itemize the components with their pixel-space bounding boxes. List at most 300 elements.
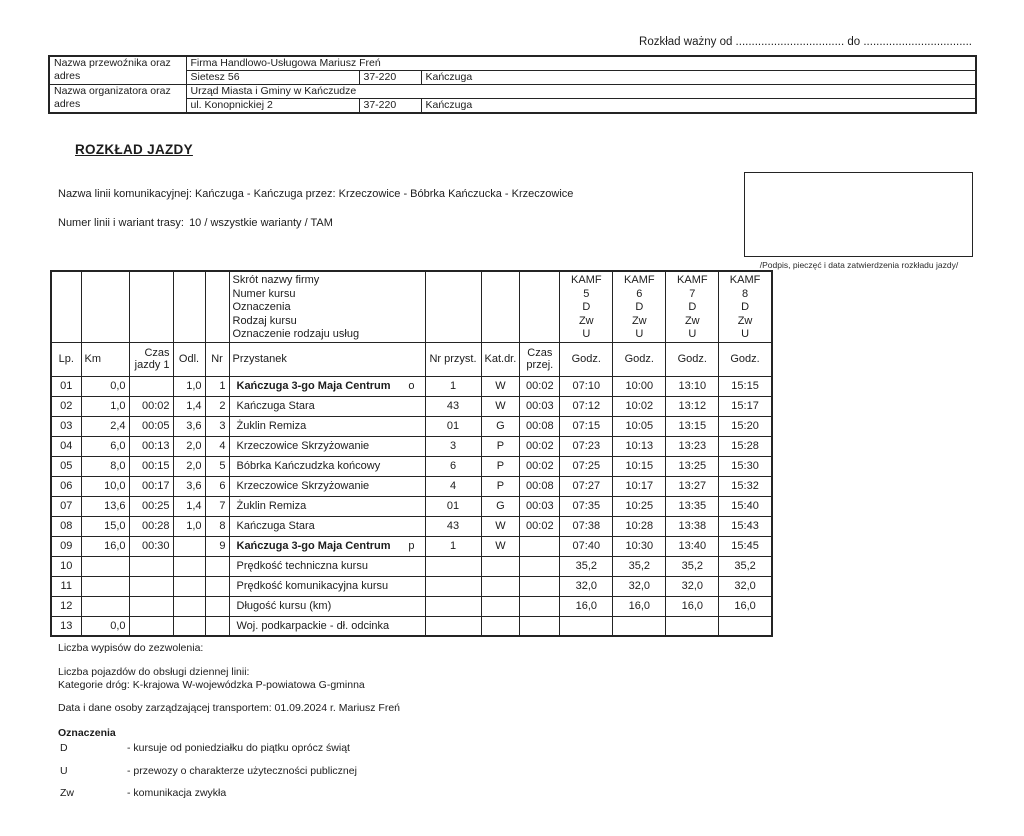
cell-nr: 7	[205, 496, 229, 516]
cell-czas-jazdy	[129, 596, 173, 616]
cell-lp: 05	[51, 456, 81, 476]
cell-odl: 1,0	[173, 376, 205, 396]
carrier-street: Sietesz 56	[186, 71, 359, 85]
stop-marker: o	[408, 380, 415, 392]
cell-odl: 3,6	[173, 416, 205, 436]
course-service: U	[688, 328, 697, 340]
cell-nr-przyst: 1	[425, 376, 481, 396]
header-spacer	[425, 271, 481, 342]
cell-odl: 1,4	[173, 496, 205, 516]
cell-nr: 3	[205, 416, 229, 436]
cell-czas-przej: 00:02	[520, 436, 560, 456]
page-title: ROZKŁAD JAZDY	[75, 142, 193, 157]
organizer-city: Kańczuga	[421, 99, 976, 114]
col-header-odl: Odl.	[173, 342, 205, 376]
cell-km: 0,0	[81, 376, 129, 396]
cell-lp: 09	[51, 536, 81, 556]
course-header-kamf-7	[666, 271, 719, 342]
col-header-godz-3: Godz.	[666, 342, 719, 376]
header-spacer	[173, 271, 205, 342]
course-number: 7	[689, 287, 696, 300]
organizer-label: Nazwa organizatora oraz adres	[49, 85, 186, 114]
cell-lp: 10	[51, 556, 81, 576]
course-markings: D	[688, 301, 697, 313]
cell-przystanek	[229, 456, 425, 476]
cell-godz: 07:10	[560, 376, 613, 396]
cell-nr-przyst: 43	[425, 396, 481, 416]
cell-lp: 07	[51, 496, 81, 516]
label-rodzaj-kursu: Rodzaj kursu	[232, 314, 297, 327]
organizer-name-row	[49, 85, 976, 99]
stop-name: Krzeczowice Skrzyżowanie	[236, 440, 370, 452]
course-header-row	[51, 271, 772, 342]
cell-czas-jazdy	[129, 576, 173, 596]
header-spacer	[205, 271, 229, 342]
stop-row	[233, 577, 422, 595]
cell-godz: 32,0	[613, 576, 666, 596]
timetable-row	[51, 516, 772, 536]
cell-czas-jazdy: 00:30	[129, 536, 173, 556]
stop-name: Kańczuga 3-go Maja Centrum	[236, 380, 391, 392]
course-service: U	[635, 328, 644, 340]
cell-odl	[173, 556, 205, 576]
cell-lp: 12	[51, 596, 81, 616]
cell-nr: 9	[205, 536, 229, 556]
cell-godz: 35,2	[666, 556, 719, 576]
stop-name: Prędkość komunikacyjna kursu	[236, 580, 389, 592]
cell-godz: 13:38	[666, 516, 719, 536]
course-kind: Zw	[684, 314, 700, 327]
header-spacer	[481, 271, 520, 342]
cell-nr-przyst: 3	[425, 436, 481, 456]
cell-czas-jazdy	[129, 556, 173, 576]
course-service: U	[582, 328, 591, 340]
stop-name: Kańczuga Stara	[236, 400, 315, 412]
carrier-postal: 37-220	[359, 71, 421, 85]
course-firm: KAMF	[571, 274, 602, 286]
cell-odl: 1,0	[173, 516, 205, 536]
cell-godz: 15:32	[719, 476, 772, 496]
cell-czas-jazdy: 00:17	[129, 476, 173, 496]
stop-row	[233, 497, 422, 515]
stop-row	[233, 537, 422, 555]
cell-godz: 07:40	[560, 536, 613, 556]
cell-kat-dr: G	[481, 496, 520, 516]
cell-godz: 13:25	[666, 456, 719, 476]
cell-km: 8,0	[81, 456, 129, 476]
cell-lp: 08	[51, 516, 81, 536]
col-header-przystanek: Przystanek	[229, 342, 425, 376]
cell-nr-przyst	[425, 616, 481, 636]
cell-godz: 32,0	[719, 576, 772, 596]
cell-czas-jazdy: 00:25	[129, 496, 173, 516]
legend-desc: - komunikacja zwykła	[127, 787, 227, 799]
cell-godz: 07:25	[560, 456, 613, 476]
cell-godz: 10:17	[613, 476, 666, 496]
cell-nr	[205, 596, 229, 616]
cell-godz: 07:35	[560, 496, 613, 516]
stop-name: Krzeczowice Skrzyżowanie	[236, 480, 370, 492]
cell-czas-przej: 00:08	[520, 416, 560, 436]
cell-przystanek	[229, 516, 425, 536]
cell-kat-dr	[481, 556, 520, 576]
label-numer-kursu: Numer kursu	[232, 287, 296, 300]
cell-przystanek	[229, 616, 425, 636]
cell-przystanek	[229, 416, 425, 436]
cell-godz: 16,0	[560, 596, 613, 616]
carrier-organizer-table	[48, 55, 977, 114]
cell-czas-przej: 00:08	[520, 476, 560, 496]
cell-godz: 10:05	[613, 416, 666, 436]
cell-nr-przyst	[425, 556, 481, 576]
legend-title: Oznaczenia	[58, 727, 116, 739]
cell-godz: 15:15	[719, 376, 772, 396]
cell-nr-przyst: 01	[425, 496, 481, 516]
cell-godz: 15:45	[719, 536, 772, 556]
course-service: U	[741, 328, 750, 340]
carrier-name-row	[49, 56, 976, 71]
timetable-row	[51, 376, 772, 396]
stop-row	[233, 517, 422, 535]
course-number: 5	[583, 287, 590, 300]
cell-kat-dr	[481, 616, 520, 636]
cell-lp: 11	[51, 576, 81, 596]
stop-row	[233, 557, 422, 575]
signature-caption: /Podpis, pieczęć i data zatwierdzenia rozkładu jazdy/	[759, 260, 959, 270]
cell-czas-jazdy: 00:28	[129, 516, 173, 536]
course-kind: Zw	[737, 314, 753, 327]
cell-nr-przyst	[425, 576, 481, 596]
timetable-row	[51, 496, 772, 516]
cell-km: 2,4	[81, 416, 129, 436]
line-variant-label: Numer linii i wariant trasy:	[58, 217, 184, 229]
cell-godz: 10:28	[613, 516, 666, 536]
cell-godz: 15:43	[719, 516, 772, 536]
col-header-czas-jazdy: Czas jazdy 1	[129, 342, 173, 376]
timetable-row	[51, 576, 772, 596]
line-name-label: Nazwa linii komunikacyjnej:	[58, 188, 192, 200]
cell-godz: 10:00	[613, 376, 666, 396]
timetable-body	[51, 376, 772, 636]
cell-nr-przyst	[425, 596, 481, 616]
cell-godz: 10:02	[613, 396, 666, 416]
cell-km	[81, 556, 129, 576]
cell-kat-dr: W	[481, 376, 520, 396]
timetable-row	[51, 456, 772, 476]
cell-czas-przej: 00:02	[520, 456, 560, 476]
cell-kat-dr: P	[481, 476, 520, 496]
stop-name: Kańczuga 3-go Maja Centrum	[236, 540, 391, 552]
cell-godz: 07:23	[560, 436, 613, 456]
cell-km: 15,0	[81, 516, 129, 536]
stop-name: Prędkość techniczna kursu	[236, 560, 368, 572]
cell-godz	[719, 616, 772, 636]
course-firm: KAMF	[729, 274, 761, 286]
stop-row	[233, 617, 422, 635]
cell-godz: 07:12	[560, 396, 613, 416]
course-header-kamf-5	[560, 271, 613, 342]
cell-lp: 04	[51, 436, 81, 456]
cell-czas-przej	[520, 556, 560, 576]
cell-godz: 32,0	[560, 576, 613, 596]
cell-odl: 1,4	[173, 396, 205, 416]
stop-row	[233, 457, 422, 475]
cell-lp: 13	[51, 616, 81, 636]
timetable-row	[51, 436, 772, 456]
header-spacer	[81, 271, 129, 342]
cell-odl	[173, 576, 205, 596]
cell-godz: 35,2	[613, 556, 666, 576]
cell-godz: 10:15	[613, 456, 666, 476]
cell-lp: 06	[51, 476, 81, 496]
carrier-city: Kańczuga	[421, 71, 976, 85]
cell-odl: 2,0	[173, 456, 205, 476]
carrier-name: Firma Handlowo-Usługowa Mariusz Freń	[186, 56, 976, 71]
legend-desc: - kursuje od poniedziałku do piątku oprócz świąt	[127, 742, 350, 754]
timetable-row	[51, 596, 772, 616]
legend-code: Zw	[60, 787, 74, 799]
cell-przystanek	[229, 396, 425, 416]
cell-czas-jazdy: 00:15	[129, 456, 173, 476]
cell-czas-jazdy: 00:05	[129, 416, 173, 436]
cell-godz: 15:40	[719, 496, 772, 516]
cell-czas-przej: 00:02	[520, 376, 560, 396]
timetable-row	[51, 476, 772, 496]
cell-km	[81, 596, 129, 616]
cell-godz: 16,0	[666, 596, 719, 616]
organizer-postal: 37-220	[359, 99, 421, 114]
cell-lp: 01	[51, 376, 81, 396]
header-spacer	[129, 271, 173, 342]
cell-kat-dr: P	[481, 456, 520, 476]
label-skrot-nazwy-firmy: Skrót nazwy firmy	[232, 274, 320, 286]
cell-godz: 13:35	[666, 496, 719, 516]
legend-item-d	[60, 742, 350, 754]
cell-odl	[173, 616, 205, 636]
cell-nr	[205, 556, 229, 576]
cell-nr: 1	[205, 376, 229, 396]
stop-name: Woj. podkarpackie - dł. odcinka	[236, 619, 390, 632]
cell-kat-dr: P	[481, 436, 520, 456]
line-name-value: Kańczuga - Kańczuga przez: Krzeczowice - Bóbrka Kańczucka - Krzeczowice	[194, 188, 574, 200]
col-header-godz-1: Godz.	[560, 342, 613, 376]
organizer-name: Urząd Miasta i Gminy w Kańczudze	[186, 85, 976, 99]
cell-godz: 13:12	[666, 396, 719, 416]
organizer-address-row	[49, 99, 976, 114]
cell-km	[81, 576, 129, 596]
timetable	[50, 270, 773, 637]
legend-desc: - przewozy o charakterze użyteczności publicznej	[127, 765, 357, 777]
cell-nr: 4	[205, 436, 229, 456]
cell-godz: 13:27	[666, 476, 719, 496]
cell-godz: 35,2	[719, 556, 772, 576]
cell-km: 0,0	[81, 616, 129, 636]
cell-nr	[205, 576, 229, 596]
course-header-kamf-6	[613, 271, 666, 342]
cell-kat-dr	[481, 596, 520, 616]
cell-nr: 2	[205, 396, 229, 416]
stop-row	[233, 377, 422, 395]
carrier-label: Nazwa przewoźnika oraz adres	[49, 56, 186, 85]
col-header-godz-2: Godz.	[613, 342, 666, 376]
cell-czas-przej	[520, 536, 560, 556]
cell-przystanek	[229, 436, 425, 456]
cell-godz	[666, 616, 719, 636]
cell-przystanek	[229, 596, 425, 616]
cell-km: 16,0	[81, 536, 129, 556]
label-oznaczenie-rodzaju-uslug: Oznaczenie rodzaju usług	[232, 328, 360, 340]
cell-nr-przyst: 43	[425, 516, 481, 536]
cell-km: 1,0	[81, 396, 129, 416]
cell-godz: 35,2	[560, 556, 613, 576]
cell-czas-przej: 00:03	[520, 396, 560, 416]
header-spacer	[520, 271, 560, 342]
cell-godz: 15:28	[719, 436, 772, 456]
cell-nr-przyst: 6	[425, 456, 481, 476]
cell-czas-jazdy: 00:02	[129, 396, 173, 416]
header-spacer	[51, 271, 81, 342]
note-liczba-pojazdow: Liczba pojazdów do obsługi dziennej linii:	[58, 666, 250, 678]
cell-przystanek	[229, 576, 425, 596]
cell-odl	[173, 536, 205, 556]
stop-row	[233, 597, 422, 615]
cell-godz: 13:15	[666, 416, 719, 436]
cell-godz: 10:25	[613, 496, 666, 516]
stop-name: Żuklin Remiza	[236, 420, 307, 432]
cell-przystanek	[229, 376, 425, 396]
cell-nr-przyst: 4	[425, 476, 481, 496]
timetable-row	[51, 556, 772, 576]
cell-godz: 10:13	[613, 436, 666, 456]
cell-czas-jazdy	[129, 616, 173, 636]
validity-period-line: Rozkład ważny od .................................. do ..................................	[639, 36, 972, 48]
course-markings: D	[741, 301, 750, 313]
cell-godz: 07:27	[560, 476, 613, 496]
cell-godz: 07:15	[560, 416, 613, 436]
cell-kat-dr	[481, 576, 520, 596]
note-liczba-wypisow: Liczba wypisów do zezwolenia:	[58, 642, 204, 654]
stop-name: Bóbrka Kańczudzka końcowy	[236, 460, 381, 472]
cell-czas-przej: 00:03	[520, 496, 560, 516]
cell-lp: 03	[51, 416, 81, 436]
stop-name: Długość kursu (km)	[236, 600, 332, 612]
stop-row	[233, 397, 422, 415]
cell-przystanek	[229, 496, 425, 516]
timetable-row	[51, 416, 772, 436]
col-header-lp: Lp.	[51, 342, 81, 376]
cell-km: 6,0	[81, 436, 129, 456]
cell-czas-przej	[520, 576, 560, 596]
legend-code: D	[60, 742, 68, 754]
line-variant-row	[58, 217, 333, 229]
timetable-row	[51, 396, 772, 416]
cell-godz: 16,0	[719, 596, 772, 616]
cell-godz: 13:23	[666, 436, 719, 456]
cell-nr: 8	[205, 516, 229, 536]
legend-item-u	[60, 765, 357, 777]
course-firm: KAMF	[677, 274, 708, 286]
cell-godz: 16,0	[613, 596, 666, 616]
column-header-row	[51, 342, 772, 376]
stop-row	[233, 477, 422, 495]
timetable-row	[51, 536, 772, 556]
col-header-godz-4: Godz.	[719, 342, 772, 376]
note-kategorie-drog: Kategorie dróg: K-krajowa W-wojewódzka P-powiatowa G-gminna	[58, 679, 365, 691]
course-header-kamf-8	[719, 271, 772, 342]
legend-code: U	[60, 765, 68, 777]
cell-odl: 2,0	[173, 436, 205, 456]
course-kind: Zw	[631, 314, 647, 327]
timetable-row	[51, 616, 772, 636]
cell-godz	[560, 616, 613, 636]
col-header-kat-dr: Kat.dr.	[481, 342, 520, 376]
line-name-row	[58, 188, 573, 200]
cell-godz: 15:30	[719, 456, 772, 476]
line-variant-value: 10 / wszystkie warianty / TAM	[189, 217, 333, 229]
organizer-street: ul. Konopnickiej 2	[186, 99, 359, 114]
signature-stamp-box	[744, 172, 973, 257]
course-attribute-labels	[229, 271, 425, 342]
label-oznaczenia: Oznaczenia	[232, 301, 291, 313]
cell-czas-jazdy: 00:13	[129, 436, 173, 456]
course-markings: D	[635, 301, 644, 313]
cell-nr: 5	[205, 456, 229, 476]
cell-godz: 15:20	[719, 416, 772, 436]
legend-item-zw	[60, 787, 226, 799]
cell-przystanek	[229, 536, 425, 556]
stop-name: Kańczuga Stara	[236, 520, 315, 532]
cell-przystanek	[229, 556, 425, 576]
cell-km: 13,6	[81, 496, 129, 516]
col-header-nr-przyst: Nr przyst.	[425, 342, 481, 376]
cell-nr-przyst: 1	[425, 536, 481, 556]
cell-nr: 6	[205, 476, 229, 496]
stop-row	[233, 437, 422, 455]
cell-czas-przej: 00:02	[520, 516, 560, 536]
course-firm: KAMF	[624, 274, 655, 286]
stop-name: Żuklin Remiza	[236, 500, 307, 512]
cell-czas-jazdy	[129, 376, 173, 396]
cell-przystanek	[229, 476, 425, 496]
cell-kat-dr: W	[481, 536, 520, 556]
stop-marker: p	[408, 540, 415, 552]
course-markings: D	[582, 301, 591, 313]
cell-nr	[205, 616, 229, 636]
cell-odl: 3,6	[173, 476, 205, 496]
cell-kat-dr: W	[481, 396, 520, 416]
note-data-osoby: Data i dane osoby zarządzającej transportem: 01.09.2024 r. Mariusz Freń	[58, 702, 401, 714]
col-header-czas-przej: Czas przej.	[520, 342, 560, 376]
cell-godz: 32,0	[666, 576, 719, 596]
col-header-nr: Nr	[205, 342, 229, 376]
cell-kat-dr: G	[481, 416, 520, 436]
cell-km: 10,0	[81, 476, 129, 496]
cell-czas-przej	[520, 596, 560, 616]
cell-godz: 13:40	[666, 536, 719, 556]
cell-godz: 15:17	[719, 396, 772, 416]
cell-lp: 02	[51, 396, 81, 416]
cell-czas-przej	[520, 616, 560, 636]
cell-godz: 13:10	[666, 376, 719, 396]
cell-godz	[613, 616, 666, 636]
cell-odl	[173, 596, 205, 616]
col-header-km: Km	[81, 342, 129, 376]
course-number: 6	[636, 287, 643, 300]
cell-godz: 10:30	[613, 536, 666, 556]
cell-godz: 07:38	[560, 516, 613, 536]
stop-row	[233, 417, 422, 435]
cell-nr-przyst: 01	[425, 416, 481, 436]
